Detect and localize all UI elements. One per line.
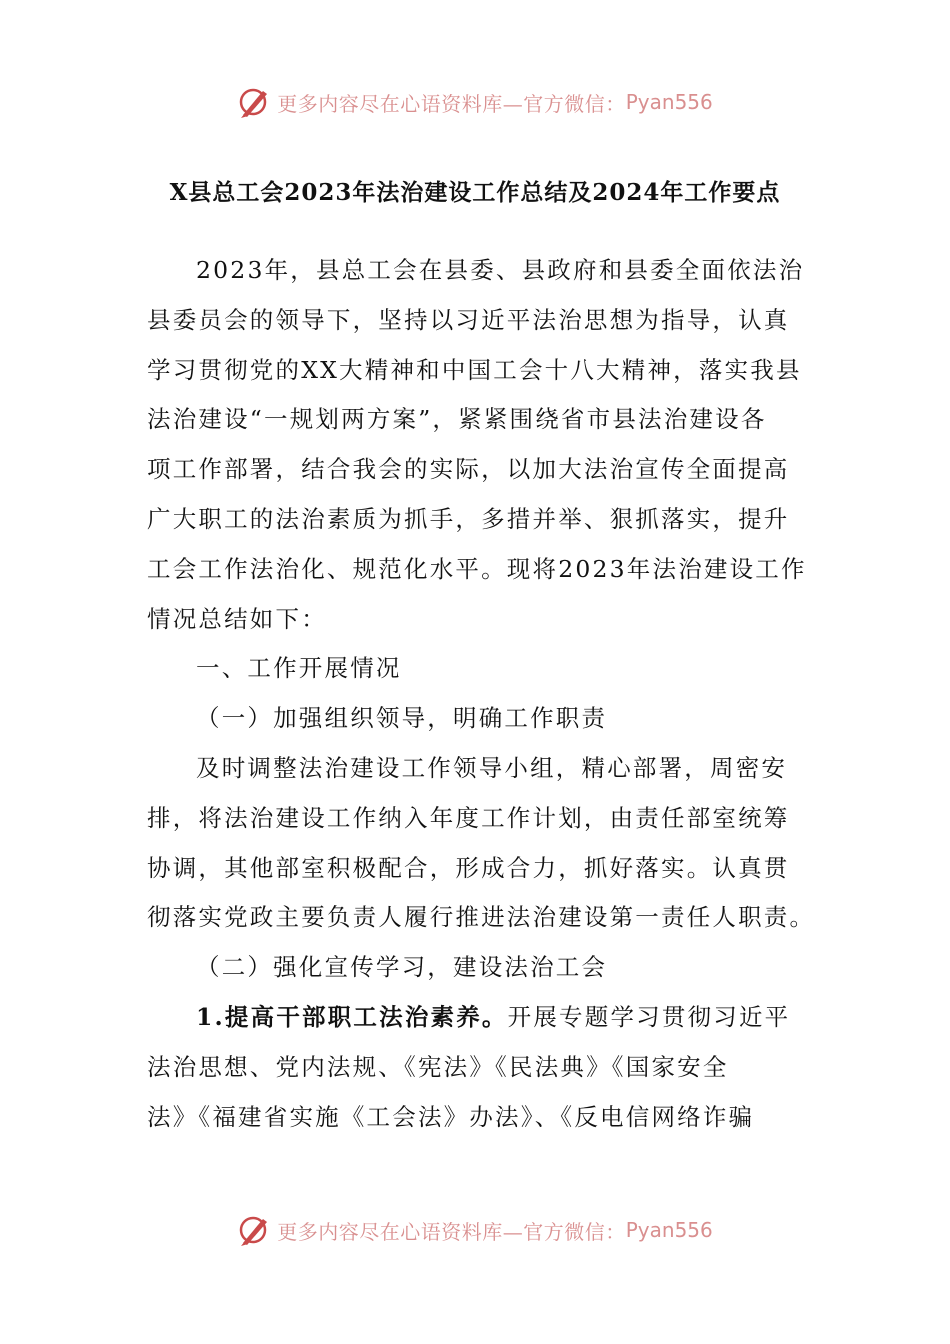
- paragraph-line: 及时调整法治建设工作领导小组，精心部署，周密安: [196, 753, 788, 782]
- document-title: X县总工会2023年法治建设工作总结及2024年工作要点: [169, 179, 781, 206]
- paragraph-line: 彻落实党政主要负责人履行推进法治建设第一责任人职责。: [147, 903, 816, 932]
- item-line: [147, 993, 807, 1043]
- document-body: [147, 246, 816, 1142]
- watermark-bottom: [0, 1212, 950, 1248]
- paragraph-line: 项工作部署，结合我会的实际，以加大法治宣传全面提高: [147, 455, 790, 484]
- paragraph-line: 法治建设“一规划两方案”，紧紧围绕省市县法治建设各: [147, 405, 767, 434]
- paragraph-line: 法治思想、党内法规、《宪法》《民法典》《国家安全: [147, 1052, 729, 1081]
- subsection-heading: （一）加强组织领导，明确工作职责: [196, 704, 608, 733]
- pen-logo-icon: [237, 85, 271, 119]
- section-heading: 一、工作开展情况: [196, 654, 402, 683]
- paragraph-line: 2023年，县总工会在县委、县政府和县委全面依法治: [196, 256, 805, 284]
- paragraph-line: 广大职工的法治素质为抓手，多措并举、狠抓落实，提升: [147, 504, 790, 533]
- paragraph-line: 情况总结如下：: [147, 604, 327, 633]
- watermark-text: 更多内容尽在心语资料库—官方微信：: [277, 1219, 626, 1244]
- item-text: 开展专题学习贯彻习近平: [507, 1002, 791, 1031]
- pen-logo-icon: [237, 1213, 271, 1247]
- paragraph-line: 排，将法治建设工作纳入年度工作计划，由责任部室统筹: [147, 803, 790, 832]
- paragraph-line: 协调，其他部室积极配合，形成合力，抓好落实。认真贯: [147, 853, 790, 882]
- paragraph-line: 县委员会的领导下，坚持以习近平法治思想为指导，认真: [147, 305, 790, 334]
- item-title: 1.提高干部职工法治素养。: [196, 1002, 508, 1031]
- watermark-text: 更多内容尽在心语资料库—官方微信：: [277, 91, 626, 116]
- paragraph-line: 法》《福建省实施《工会法》办法》、《反电信网络诈骗: [147, 1102, 755, 1131]
- paragraph-line: 学习贯彻党的XX大精神和中国工会十八大精神，落实我县: [147, 355, 802, 384]
- watermark-id: Pyan556: [625, 1218, 713, 1242]
- watermark-top: [0, 84, 950, 120]
- subsection-heading: （二）强化宣传学习，建设法治工会: [196, 953, 608, 982]
- paragraph-line: 工会工作法治化、规范化水平。现将2023年法治建设工作: [147, 554, 807, 583]
- watermark-id: Pyan556: [625, 90, 713, 114]
